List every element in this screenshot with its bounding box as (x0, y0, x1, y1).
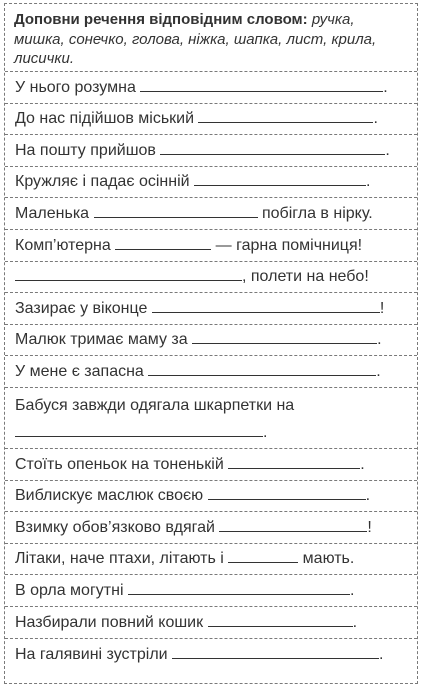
sentence-text: Малюк тримає маму за (15, 331, 193, 349)
sentence-text: Зазирає у віконце (15, 299, 152, 317)
answer-blank[interactable] (115, 235, 211, 250)
sentence-row (5, 639, 417, 671)
sentence-end: . (366, 173, 371, 191)
sentence-text: У мене є запасна (15, 362, 149, 380)
sentence-row (5, 135, 417, 167)
sentence-text: Назбирали повний кошик (15, 613, 208, 631)
sentence-end: . (373, 110, 378, 128)
sentence-text: Маленька (15, 204, 94, 222)
answer-blank[interactable] (15, 422, 263, 437)
sentence-end: . (379, 646, 384, 664)
sentence-row (5, 449, 417, 481)
sentence-row (5, 356, 417, 388)
sentence-end: ! (379, 299, 385, 317)
sentence-text: Літаки, наче птахи, літають і (15, 550, 229, 568)
sentence-end: . (352, 613, 358, 631)
instruction-text: Доповни речення відповідним словом: (14, 11, 308, 28)
answer-blank[interactable] (198, 108, 373, 123)
sentence-end: — гарна помічниця! (211, 236, 363, 254)
sentence-end: . (360, 455, 365, 473)
sentence-row (5, 388, 417, 449)
answer-blank[interactable] (148, 361, 376, 376)
answer-blank[interactable] (228, 548, 298, 563)
sentence-text: Виблискує маслюк своєю (15, 487, 208, 505)
sentence-end: побігла в нірку. (257, 204, 373, 222)
sentence-row (5, 325, 417, 357)
answer-blank[interactable] (94, 203, 258, 218)
word-bank: ручка, мишка, сонечко, голова, ніжка, шапка, лист, крила, лисички. (14, 11, 377, 67)
sentence-text: Стоїть опеньок на тоненькій (15, 455, 229, 473)
answer-blank[interactable] (160, 140, 385, 155)
sentence-text: У нього розумна (15, 78, 141, 96)
sentence-row (5, 230, 417, 262)
sentence-end: . (365, 487, 371, 505)
answer-blank[interactable] (128, 580, 350, 595)
answer-blank[interactable] (172, 644, 379, 659)
sentence-row (5, 512, 417, 544)
sentence-row (5, 72, 417, 104)
sentence-text: На галявині зустріли (15, 646, 173, 664)
answer-blank[interactable] (208, 485, 366, 500)
sentence-text: На пошту прийшов (15, 141, 161, 159)
answer-blank[interactable] (192, 329, 377, 344)
answer-blank[interactable] (219, 517, 367, 532)
sentence-text: Взимку обов’язково вдягай (15, 518, 220, 536)
answer-blank[interactable] (140, 77, 383, 92)
sentence-list (5, 72, 417, 670)
sentence-end: . (376, 362, 381, 380)
sentence-row (5, 481, 417, 513)
sentence-row (5, 104, 417, 136)
sentence-end: . (383, 78, 388, 96)
sentence-row (5, 262, 417, 294)
sentence-row (5, 575, 417, 607)
sentence-end: ! (367, 518, 372, 536)
sentence-text: Комп’ютерна (15, 236, 116, 254)
answer-blank[interactable] (208, 612, 353, 627)
sentence-row (5, 293, 417, 325)
sentence-row (5, 544, 417, 576)
sentence-text: В орла могутні (15, 581, 128, 599)
sentence-text: Кружляє і падає осінній (15, 173, 194, 191)
sentence-end: . (349, 581, 355, 599)
answer-blank[interactable] (194, 171, 366, 186)
task-instruction (5, 4, 417, 72)
answer-blank[interactable] (15, 266, 242, 281)
sentence-end: . (263, 423, 268, 441)
sentence-row (5, 198, 417, 230)
sentence-end: . (377, 331, 382, 349)
answer-blank[interactable] (228, 454, 360, 469)
sentence-end: мають. (298, 550, 355, 568)
worksheet (4, 3, 418, 684)
answer-blank[interactable] (152, 298, 380, 313)
sentence-text: До нас підійшов міський (15, 110, 199, 128)
sentence-end: , полети на небо! (242, 268, 369, 286)
sentence-row (5, 607, 417, 639)
sentence-row (5, 167, 417, 199)
sentence-text: Бабуся завжди одягала шкарпетки на (15, 396, 295, 414)
sentence-end: . (385, 141, 390, 159)
